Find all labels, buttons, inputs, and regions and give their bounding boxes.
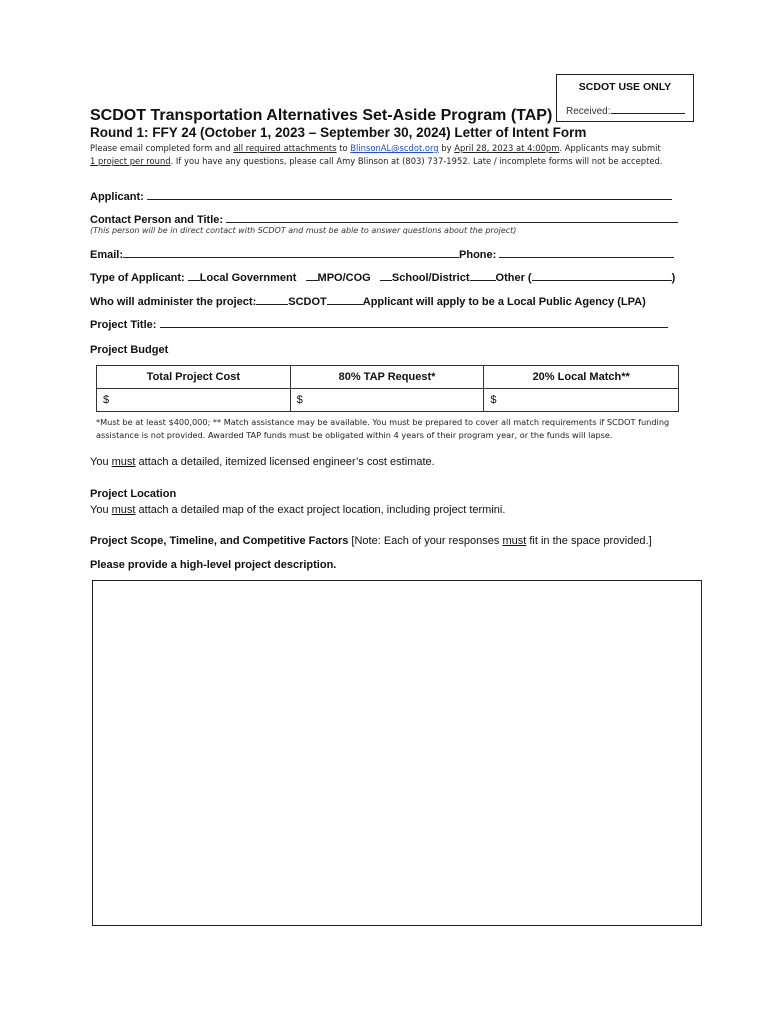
instr-text: . If you have any questions, please call Amy Blinson at (803) 737-1952. Late / incomplete forms will not be accepted.: [170, 156, 663, 166]
instr-text: by: [438, 143, 455, 153]
admin-label: Who will administer the project:: [90, 296, 257, 308]
applicant-field[interactable]: [90, 188, 672, 203]
contact-note: (This person will be in direct contact with SCDOT and must be able to answer questions about the project): [90, 226, 517, 235]
type-other-blank[interactable]: [470, 269, 496, 281]
total-cost-input[interactable]: $: [97, 389, 291, 412]
scope-line: [90, 535, 652, 547]
email-field[interactable]: [90, 246, 674, 261]
estimate-text: You: [90, 456, 112, 468]
type-local-blank[interactable]: [188, 269, 200, 281]
form-title: SCDOT Transportation Alternatives Set-Aside Program (TAP): [90, 107, 553, 124]
email-line[interactable]: [123, 246, 459, 258]
contact-field[interactable]: [90, 211, 678, 226]
type-label: Type of Applicant:: [90, 272, 185, 284]
email-link[interactable]: BlinsonAL@scdot.org: [350, 143, 439, 153]
description-prompt: Please provide a high-level project description.: [90, 559, 337, 571]
scope-note: fit in the space provided.]: [526, 535, 652, 547]
instr-limit: 1 project per round: [90, 156, 171, 166]
contact-line[interactable]: [226, 211, 678, 223]
budget-table: [96, 365, 679, 412]
received-label: Received:: [566, 106, 611, 117]
instr-text: Please email completed form and: [90, 143, 234, 153]
applicant-label: Applicant:: [90, 191, 144, 203]
col-total-cost: Total Project Cost: [97, 366, 291, 389]
admin-lpa-option: Applicant will apply to be a Local Public Agency (LPA): [362, 296, 646, 308]
project-title-field[interactable]: [90, 316, 668, 331]
location-must: must: [111, 504, 136, 516]
contact-label: Contact Person and Title:: [90, 214, 224, 226]
received-field: [566, 104, 685, 117]
estimate-statement: [90, 456, 435, 468]
applicant-line[interactable]: [147, 188, 672, 200]
scope-must: must: [502, 535, 527, 547]
admin-scdot-option: SCDOT: [288, 296, 327, 308]
local-match-input[interactable]: $: [484, 389, 679, 412]
phone-line[interactable]: [499, 246, 674, 258]
project-description-input[interactable]: [92, 580, 702, 926]
instr-deadline: April 28, 2023 at 4:00pm: [454, 143, 560, 153]
instructions: [90, 142, 665, 168]
budget-value-row: [97, 389, 679, 412]
estimate-must: must: [111, 456, 136, 468]
email-label: Email:: [90, 249, 124, 261]
scdot-use-only-box: [556, 74, 694, 122]
scope-note: [Note: Each of your responses: [348, 535, 503, 547]
location-heading: Project Location: [90, 488, 177, 500]
admin-lpa-blank[interactable]: [327, 293, 363, 305]
admin-scdot-blank[interactable]: [256, 293, 288, 305]
type-school-option: School/District: [391, 272, 470, 284]
type-mpo-blank[interactable]: [306, 269, 318, 281]
type-other-option: Other (: [495, 272, 532, 284]
project-title-line[interactable]: [160, 316, 668, 328]
col-local-match: 20% Local Match**: [484, 366, 679, 389]
administer-field: [90, 293, 646, 308]
use-only-title: SCDOT USE ONLY: [578, 81, 672, 93]
scope-heading: Project Scope, Timeline, and Competitive Factors: [90, 535, 349, 547]
type-other-line[interactable]: [532, 269, 672, 281]
budget-footnote: *Must be at least $400,000; ** Match assistance may be available. You must be prepared to cover all match requirements if SCDOT funding assistance is not provided. Awarded TAP funds must be obligated within 4 years of their program year, or the funds will lapse.: [96, 417, 670, 440]
budget-heading: Project Budget: [90, 344, 169, 356]
instr-text: . Applicants may submit: [559, 143, 661, 153]
phone-label: Phone:: [459, 249, 497, 261]
instr-text: to: [336, 143, 351, 153]
type-local-option: Local Government: [199, 272, 297, 284]
project-title-label: Project Title:: [90, 319, 157, 331]
location-text: You: [90, 504, 112, 516]
location-statement: [90, 504, 505, 516]
type-close: ): [671, 272, 676, 284]
instr-attachments: all required attachments: [233, 143, 337, 153]
type-school-blank[interactable]: [380, 269, 392, 281]
tap-request-input[interactable]: $: [290, 389, 484, 412]
type-mpo-option: MPO/COG: [317, 272, 371, 284]
estimate-text: attach a detailed, itemized licensed engineer’s cost estimate.: [135, 456, 435, 468]
received-line: [611, 104, 685, 114]
applicant-type-field: [90, 269, 675, 284]
location-text: attach a detailed map of the exact project location, including project termini.: [135, 504, 506, 516]
form-subtitle: Round 1: FFY 24 (October 1, 2023 – September 30, 2024) Letter of Intent Form: [90, 125, 587, 140]
col-tap-request: 80% TAP Request*: [290, 366, 484, 389]
budget-header-row: [97, 366, 679, 389]
